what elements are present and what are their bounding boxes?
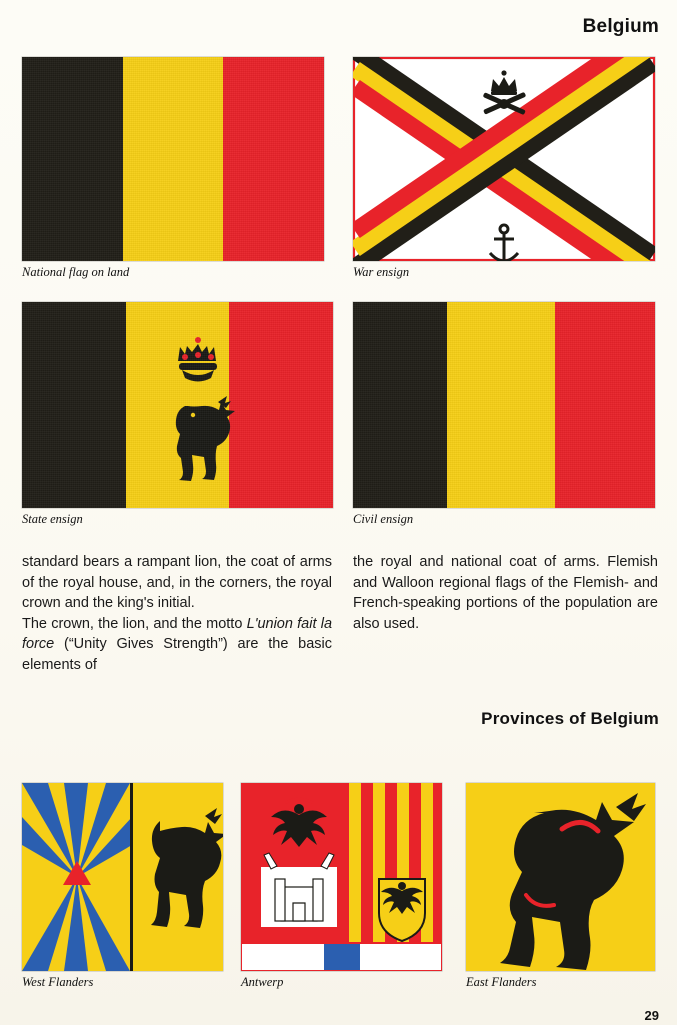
war-ensign-graphic: [353, 57, 655, 261]
caption-civil-ensign: Civil ensign: [353, 512, 414, 526]
figure-civil-ensign: [353, 302, 655, 527]
flag-state-ensign: [22, 302, 333, 508]
page-number: 29: [644, 1008, 659, 1023]
section-title: Provinces of Belgium: [481, 709, 659, 728]
flag-west-flanders: [22, 783, 223, 971]
caption-west-flanders: West Flanders: [22, 975, 94, 989]
flag-antwerp: [241, 783, 442, 971]
figure-east-flanders: [466, 783, 655, 990]
west-flanders-graphic: [22, 783, 223, 971]
figure-state-ensign: [22, 302, 333, 527]
flag-east-flanders: [466, 783, 655, 971]
body-text-right-column: [353, 552, 658, 634]
caption-war-ensign: War ensign: [353, 265, 410, 279]
figure-national-flag-on-land: [22, 57, 324, 280]
figure-war-ensign: [353, 57, 655, 280]
figure-west-flanders: [22, 783, 223, 990]
caption-antwerp: Antwerp: [241, 975, 284, 989]
crown-lion-emblem: [22, 302, 333, 508]
left-paragraph-2-pre: The crown, the lion, and the motto: [22, 615, 247, 632]
caption-east-flanders: East Flanders: [466, 975, 537, 989]
royal-crown-icon: [178, 337, 217, 382]
rampant-lion-icon: [176, 396, 235, 481]
motto-italic: L'union fait la force: [22, 615, 333, 652]
flag-national-flag-on-land: [22, 57, 324, 261]
flag-civil-ensign: [353, 302, 655, 508]
left-paragraph-2-post: (“Unity Gives Strength”) are the basic elements of: [22, 636, 332, 673]
caption-state-ensign: State ensign: [22, 512, 83, 526]
east-flanders-graphic: [466, 783, 655, 971]
body-text-left-column: [22, 552, 332, 675]
caption-national-flag-on-land: National flag on land: [22, 265, 130, 279]
left-paragraph-1: standard bears a rampant lion, the coat of arms of the royal house, and, in the corners, the royal crown and the king's initial.: [22, 554, 332, 611]
page-title: Belgium: [582, 16, 659, 37]
right-paragraph-1: the royal and national coat of arms. Flemish and Walloon regional flags of the Flemish- and French-speaking portions of the population are also used.: [353, 554, 658, 632]
shield-icon: [379, 879, 425, 941]
left-paragraph-2: [22, 614, 332, 676]
figure-antwerp: [241, 783, 442, 990]
antwerp-graphic: [241, 783, 442, 971]
flag-war-ensign: [353, 57, 655, 261]
